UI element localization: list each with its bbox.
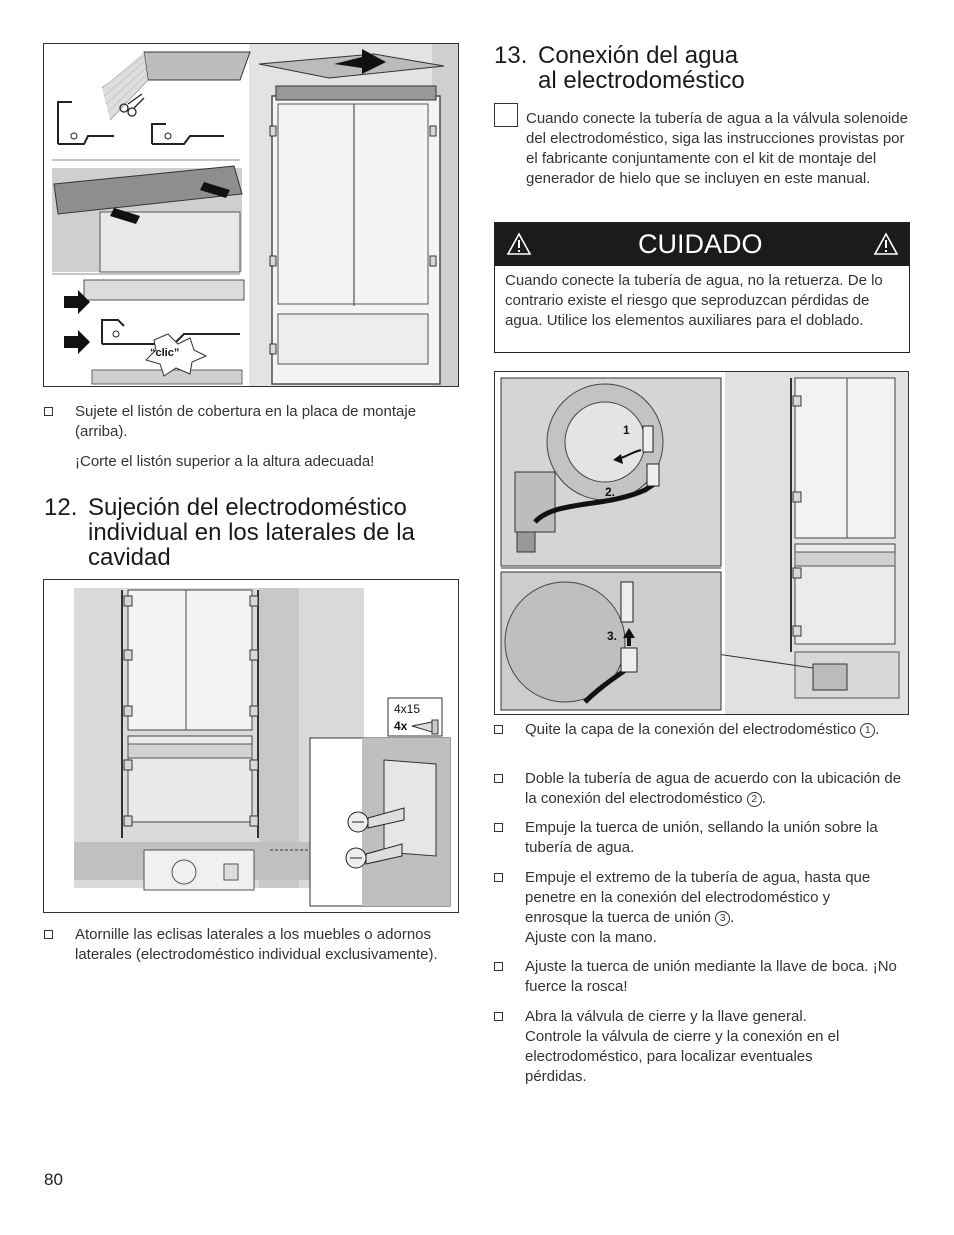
cover-strip-illustration [44, 44, 458, 386]
screw-quantity-label: 4x [394, 719, 408, 733]
warning-triangle-icon [506, 232, 532, 256]
checkbox-icon [494, 725, 503, 734]
section-title-line: cavidad [88, 544, 171, 571]
reference-number-3: 3 [715, 911, 730, 926]
step-extra-text: Ajuste con la mano. [525, 929, 657, 946]
section-title-line: Conexión del agua [538, 42, 739, 69]
checkbox-icon [494, 873, 503, 882]
step-text: Abra la válvula de cierre y la llave general. Controle la válvula de cierre y la conexión en el electrodoméstico, para localizar eventuales pérdidas. [525, 1008, 840, 1085]
figure-cover-strip-mounting [43, 43, 459, 387]
section-number: 12. [44, 494, 78, 521]
section-13-heading [494, 43, 914, 95]
step-3-label: 3. [607, 629, 618, 643]
checkbox-icon [494, 823, 503, 832]
step-text: Empuje la tuerca de unión, sellando la unión sobre la tubería de agua. [525, 819, 878, 856]
caution-title: CUIDADO [638, 229, 763, 259]
step-punct: . [730, 909, 735, 926]
section-number: 13. [494, 42, 528, 69]
section-title-line: al electrodoméstico [538, 67, 745, 94]
checkbox-icon [494, 1012, 503, 1021]
step-text: Quite la capa de la conexión del electrodoméstico [525, 721, 857, 738]
step-text: Atornille las eclisas laterales a los muebles o adornos laterales (electrodoméstico individual exclusivamente). [75, 926, 438, 963]
screw-size-label: 4x15 [394, 702, 421, 716]
empty-note-box [494, 103, 518, 127]
checkbox-icon [494, 774, 503, 783]
checkbox-icon [494, 962, 503, 971]
figure-water-connection [494, 371, 909, 715]
reference-number-1: 1 [860, 723, 875, 738]
caution-box [494, 222, 910, 353]
step-1-label: 1 [623, 423, 630, 437]
step-text: Ajuste la tuerca de unión mediante la llave de boca. ¡No fuerce la rosca! [525, 958, 897, 995]
step-text: Doble la tubería de agua de acuerdo con la ubicación de la conexión del electrodoméstico [525, 770, 902, 807]
caution-text: Cuando conecte la tubería de agua, no la retuerza. De lo contrario existe el riesgo que seproduzcan pérdidas de agua. Utilice los elementos auxiliares para el doblado. [505, 272, 883, 329]
section-12-heading [44, 495, 454, 573]
side-screws-illustration [44, 580, 458, 912]
caution-header [495, 223, 909, 266]
checkbox-icon [44, 407, 53, 416]
step-2-label: 2. [605, 485, 616, 499]
section-13-intro: Cuando conecte la tubería de agua a la válvula solenoide del electrodoméstico, siga las instrucciones provistas por el fabricante conjuntamente con el kit de montaje del generador de hielo que se incluyen en este manual. [526, 110, 908, 187]
page-number: 80 [44, 1170, 63, 1189]
clic-callout: “clic” [150, 347, 180, 359]
water-connection-illustration [495, 372, 908, 714]
step-text: Sujete el listón de cobertura en la placa de montaje (arriba). [75, 403, 417, 440]
checkbox-icon [44, 930, 53, 939]
step-text: Empuje el extremo de la tubería de agua, hasta que penetre en la conexión del electrodoméstico y enrosque la tuerca de unión [525, 869, 871, 926]
step-punct: . [761, 790, 766, 807]
reference-number-2: 2 [747, 792, 762, 807]
step-punct: . [875, 721, 880, 738]
section-title-line: Sujeción del electrodoméstico [88, 494, 407, 521]
warning-triangle-icon [873, 232, 899, 256]
section-title-line: individual en los laterales de la [88, 519, 415, 546]
figure-side-screws [43, 579, 459, 913]
cut-note: ¡Corte el listón superior a la altura adecuada! [75, 453, 375, 470]
